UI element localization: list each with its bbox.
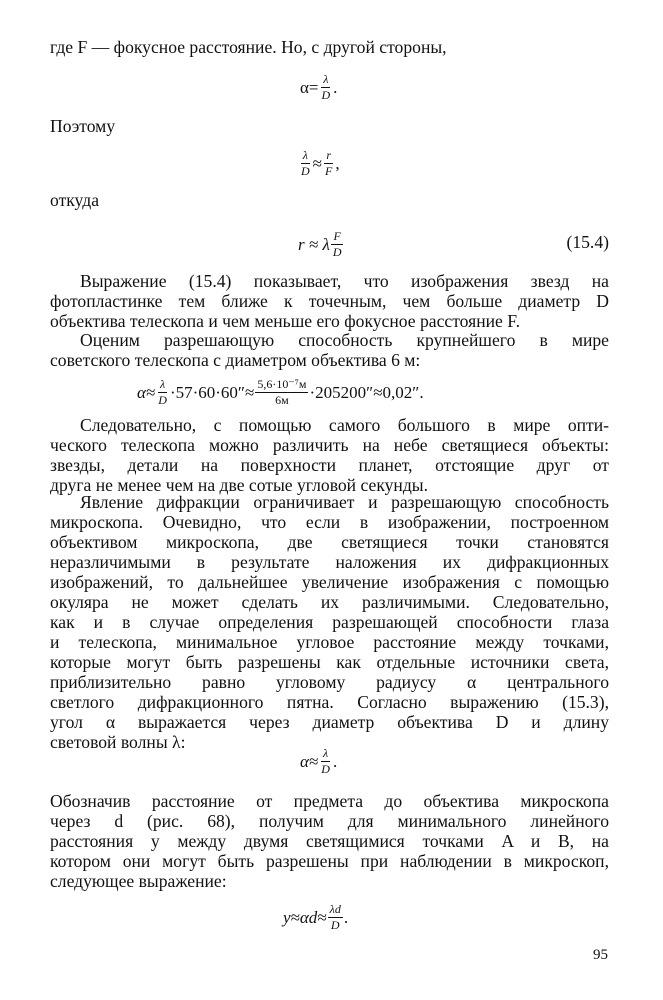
formula-microscope-resolution: [283, 903, 348, 932]
formula-part: ·57·60·60″≈: [169, 382, 255, 402]
fraction-numerator: r: [326, 148, 332, 162]
text-line: откуда: [50, 190, 100, 210]
fraction-numerator: λ: [302, 148, 308, 162]
text-line: Поэтому: [50, 116, 116, 136]
text-line: Обозначив расстояние от предмета до объектива микроскопа: [50, 791, 609, 811]
fraction-denominator: 6м: [275, 393, 289, 407]
text-line: неразличимыми в результате наложения их дифракционных: [50, 552, 609, 572]
fraction-denominator: D: [332, 245, 342, 259]
text-line: расстояния y между двумя светящимися точками A и B, на: [50, 831, 609, 851]
formula-part: .: [332, 751, 338, 771]
text-line: Явление дифракции ограничивает и разрешающую способность: [80, 492, 609, 512]
fraction-denominator: F: [325, 164, 333, 178]
text-line: через d (рис. 68), получим для минимального линейного: [50, 811, 609, 831]
formula-part: α≈: [300, 751, 319, 771]
fraction-numerator: F: [333, 229, 341, 243]
fraction: [299, 149, 312, 178]
text-line: объективом микроскопа, две светящиеся точки становятся: [50, 532, 609, 552]
fraction: [156, 378, 169, 407]
text-line: друга не менее чем на две сотые угловой секунды.: [50, 475, 429, 495]
fraction: [328, 903, 343, 932]
formula-part: ≈: [312, 153, 323, 173]
fraction-denominator: D: [321, 88, 331, 102]
formula-part: y≈αd≈: [283, 907, 327, 927]
equation-number: (15.4): [566, 232, 609, 252]
formula-telescope-resolution: [137, 378, 424, 407]
text-line: советского телескопа с диаметром объектива 6 м:: [50, 350, 421, 370]
fraction-numerator: 5,6·10⁻⁷м: [257, 377, 307, 391]
text-line: котором они могут быть разрешены при наблюдении в микроскоп,: [50, 851, 609, 871]
text-line: окуляра не может сделать их различимыми. Следовательно,: [50, 592, 609, 612]
formula-alpha-approx-lambda-over-d: [300, 747, 337, 776]
text-line: которые могут быть разрешены как отдельные источники света,: [50, 652, 609, 672]
text-line: Выражение (15.4) показывает, что изображения звезд на: [80, 271, 609, 291]
formula-part: .: [343, 907, 349, 927]
text-line: объектива телескопа и чем меньше его фокусное расстояние F.: [50, 311, 521, 331]
text-line: фотопластинке тем ближе к точечным, чем больше диаметр D: [50, 291, 609, 311]
page-number: 95: [593, 947, 608, 963]
text-line: и телескопа, минимальное угловое расстояние между точками,: [50, 632, 609, 652]
formula-part: ,: [335, 153, 340, 173]
formula-part: .: [333, 77, 338, 97]
fraction-denominator: D: [321, 762, 330, 776]
fraction-numerator: λd: [329, 902, 341, 916]
text-line: приблизительно равно угловому радиусу α центрального: [50, 672, 609, 692]
text-line: звезды, детали на поверхности планет, отстоящие друг от: [50, 455, 609, 475]
text-line: следующее выражение:: [50, 871, 227, 891]
text-line: светлого дифракционного пятна. Согласно выражению (15.3),: [50, 692, 609, 712]
text-line: световой волны λ:: [50, 732, 186, 752]
fraction-denominator: D: [330, 918, 340, 932]
text-line: микроскопа. Очевидно, что если в изображении, построенном: [50, 512, 609, 532]
fraction: [331, 230, 344, 259]
text-line: где F — фокусное расстояние. Но, с другой стороны,: [50, 37, 447, 57]
fraction: [319, 747, 332, 776]
formula-15-4: [298, 230, 344, 259]
text-line: ческого телескопа можно различить на небе светящиеся объекты:: [50, 435, 609, 455]
text-line: изображений, то дальнейшее увеличение изображения с помощью: [50, 572, 609, 592]
fraction-numerator: λ: [323, 72, 329, 86]
fraction-numerator: λ: [323, 746, 329, 760]
formula-part: r ≈ λ: [298, 234, 330, 254]
fraction-numerator: λ: [160, 377, 166, 391]
formula-lambda-d-approx-r-f: [298, 149, 340, 178]
fraction: [320, 73, 333, 102]
formula-alpha-lambda-over-d: [300, 73, 337, 102]
formula-part: ·205200″≈0,02″.: [309, 382, 424, 402]
fraction: [255, 378, 308, 407]
fraction: [323, 149, 334, 178]
fraction-denominator: D: [158, 393, 167, 407]
formula-part: α=: [300, 77, 319, 97]
fraction-denominator: D: [301, 164, 310, 178]
text-line: Следовательно, с помощью самого большого в мире опти-: [80, 415, 609, 435]
text-line: угол α выражается через диаметр объектива D и длину: [50, 712, 609, 732]
text-line: Оценим разрешающую способность крупнейшего в мире: [80, 330, 609, 350]
formula-part: α≈: [137, 382, 156, 402]
text-line: как и в случае определения разрешающей способности глаза: [50, 612, 609, 632]
